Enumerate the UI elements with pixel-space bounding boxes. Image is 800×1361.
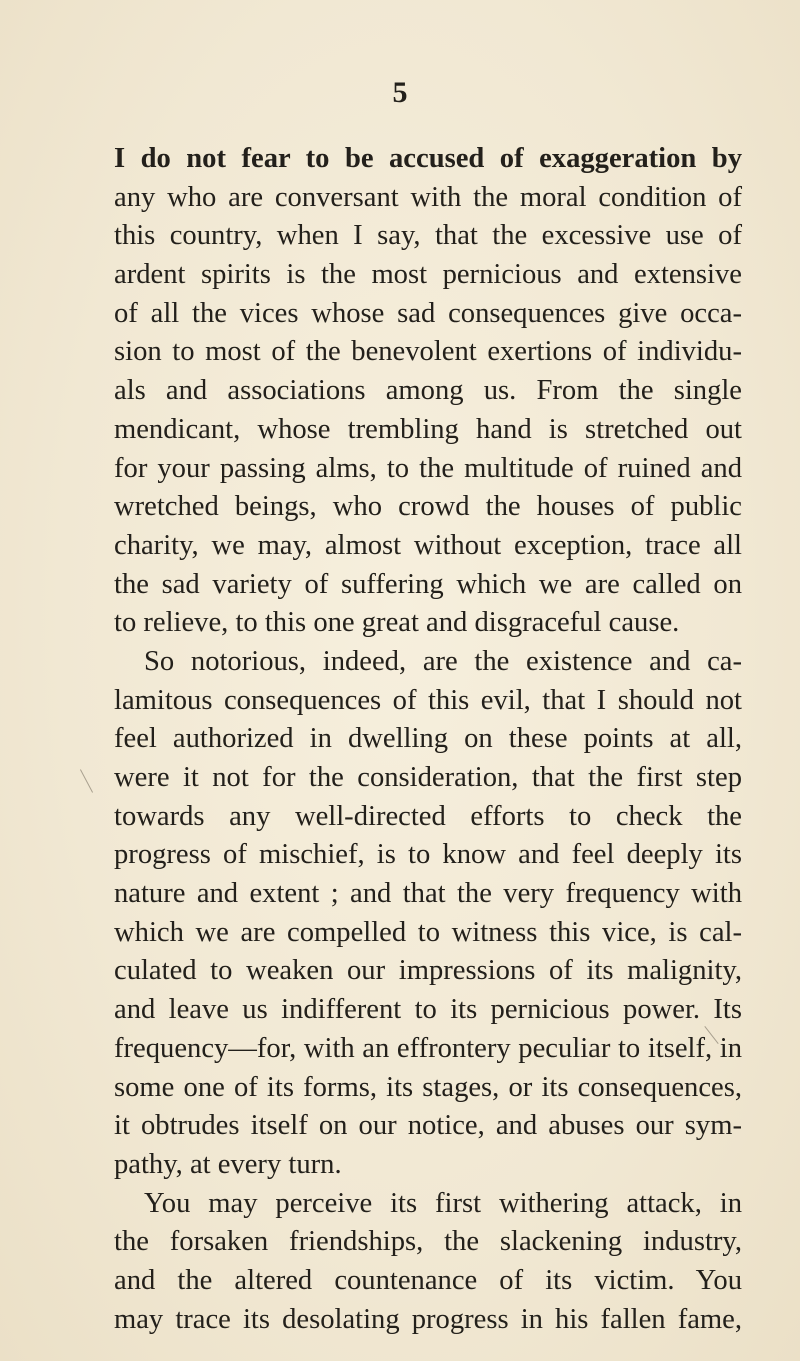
text-line: towards any well-directed efforts to check the — [114, 800, 742, 832]
text-line: and leave us indifferent to its pernicious power. Its — [114, 994, 742, 1026]
text-line: some one of its forms, its stages, or its consequences, — [114, 1071, 742, 1103]
text-line: mendicant, whose trembling hand is stretched out — [114, 413, 742, 445]
text-line: culated to weaken our impressions of its malignity, — [114, 955, 742, 987]
text-line: this country, when I say, that the excessive use of — [114, 220, 742, 252]
text-line: the forsaken friendships, the slackening industry, — [114, 1226, 742, 1258]
page-number: 5 — [392, 76, 408, 109]
text-line: of all the vices whose sad consequences give occa- — [114, 297, 742, 329]
text-line: which we are compelled to witness this vice, is cal- — [114, 916, 742, 948]
text-line: sion to most of the benevolent exertions of individu- — [114, 336, 742, 368]
text-line: it obtrudes itself on our notice, and abuses our sym- — [114, 1110, 742, 1142]
text-line: any who are conversant with the moral condition of — [114, 181, 742, 213]
text-line: You may perceive its first withering attack, in — [144, 1187, 742, 1219]
text-line: ardent spirits is the most pernicious and extensive — [114, 259, 742, 291]
text-line: als and associations among us. From the single — [114, 375, 742, 407]
text-line: nature and extent ; and that the very frequency with — [114, 878, 742, 910]
text-line: wretched beings, who crowd the houses of public — [114, 491, 742, 523]
text-line: progress of mischief, is to know and feel deeply its — [114, 839, 742, 871]
text-line: were it not for the consideration, that the first step — [114, 762, 742, 793]
text-line: feel authorized in dwelling on these points at all, — [114, 723, 742, 755]
text-line: and the altered countenance of its victim. You — [114, 1264, 742, 1296]
text-line: I do not fear to be accused of exaggeration by — [114, 143, 742, 174]
text-line: to relieve, to this one great and disgraceful cause. — [114, 607, 680, 639]
text-line: So notorious, indeed, are the existence and ca- — [144, 645, 742, 677]
text-line: pathy, at every turn. — [114, 1148, 342, 1180]
text-line: may trace its desolating progress in his fallen fame, — [114, 1303, 742, 1335]
text-line: frequency—for, with an effrontery peculiar to itself, in — [114, 1032, 742, 1064]
text-line: for your passing alms, to the multitude of ruined and — [114, 452, 742, 484]
body-text — [114, 140, 742, 1339]
text-line: the sad variety of suffering which we are called on — [114, 568, 742, 600]
text-line: charity, we may, almost without exception, trace all — [114, 529, 742, 561]
text-line: lamitous consequences of this evil, that I should not — [114, 684, 742, 716]
paper-scratch-mark — [80, 769, 93, 792]
